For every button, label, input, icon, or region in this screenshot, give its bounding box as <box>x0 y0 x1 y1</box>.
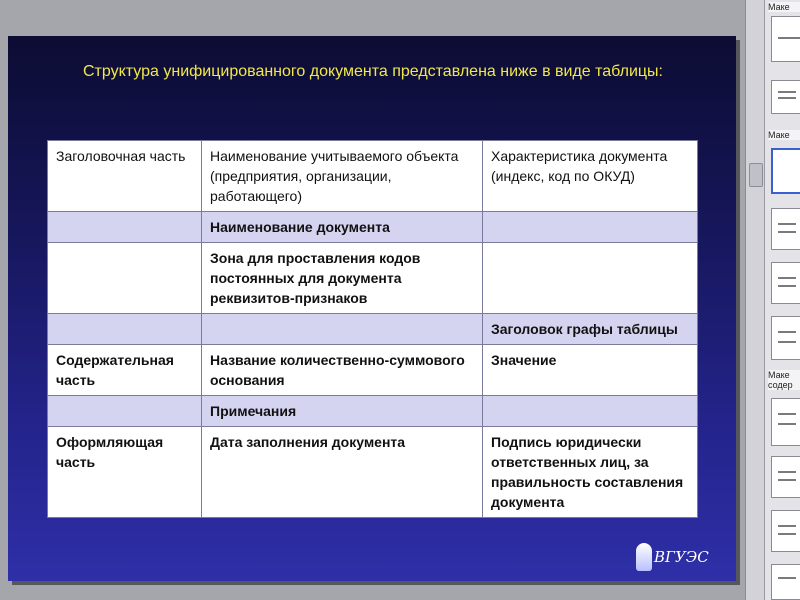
table-cell: Название количественно-суммового основания <box>202 345 483 396</box>
table-cell <box>48 243 202 314</box>
table-row <box>48 427 698 518</box>
table-row <box>48 314 698 345</box>
slide-thumbnail[interactable] <box>771 262 800 304</box>
table-cell <box>48 396 202 427</box>
table-cell <box>483 212 698 243</box>
table-cell: Оформляющая часть <box>48 427 202 518</box>
slide <box>8 36 736 581</box>
slide-thumbnail[interactable] <box>771 564 800 600</box>
table-row <box>48 141 698 212</box>
thumbnail-group-label: Маке содер <box>768 370 800 390</box>
table-cell: Зона для проставления кодов постоянных для документа реквизитов-признаков <box>202 243 483 314</box>
table-row <box>48 243 698 314</box>
slide-title: Структура унифицированного документа представлена ниже в виде таблицы: <box>83 63 663 80</box>
table-cell: Характеристика документа (индекс, код по ОКУД) <box>483 141 698 212</box>
slide-thumbnail[interactable] <box>771 510 800 552</box>
slide-thumbnail[interactable] <box>771 16 800 62</box>
table-cell: Содержательная часть <box>48 345 202 396</box>
table-cell: Примечания <box>202 396 483 427</box>
table-row <box>48 345 698 396</box>
table-cell <box>483 243 698 314</box>
table-cell <box>202 314 483 345</box>
university-logo <box>636 541 709 573</box>
table-cell: Дата заполнения документа <box>202 427 483 518</box>
thumbnail-group-label: Маке <box>768 130 800 140</box>
table-cell <box>48 212 202 243</box>
logo-text: ВГУЭС <box>654 548 709 566</box>
table-cell: Заголовок графы таблицы <box>483 314 698 345</box>
thumbnail-group-label: Маке <box>768 2 800 12</box>
table-cell: Заголовочная часть <box>48 141 202 212</box>
vertical-scrollbar[interactable] <box>746 0 765 600</box>
scrollbar-thumb[interactable] <box>749 163 763 187</box>
table-cell <box>483 396 698 427</box>
document-structure-table <box>47 140 698 518</box>
slide-thumbnail[interactable] <box>771 316 800 360</box>
table-cell <box>48 314 202 345</box>
table-cell: Значение <box>483 345 698 396</box>
table-row <box>48 212 698 243</box>
table-cell: Наименование учитываемого объекта (предприятия, организации, работающего) <box>202 141 483 212</box>
table-row <box>48 396 698 427</box>
slide-thumbnail[interactable] <box>771 398 800 446</box>
slide-thumbnail[interactable] <box>771 80 800 114</box>
logo-emblem-icon <box>636 543 652 571</box>
table-cell: Наименование документа <box>202 212 483 243</box>
slide-thumbnail-selected[interactable] <box>771 148 800 194</box>
table-cell: Подпись юридически ответственных лиц, за правильность составления документа <box>483 427 698 518</box>
slide-thumbnail[interactable] <box>771 456 800 498</box>
slide-thumbnail[interactable] <box>771 208 800 250</box>
